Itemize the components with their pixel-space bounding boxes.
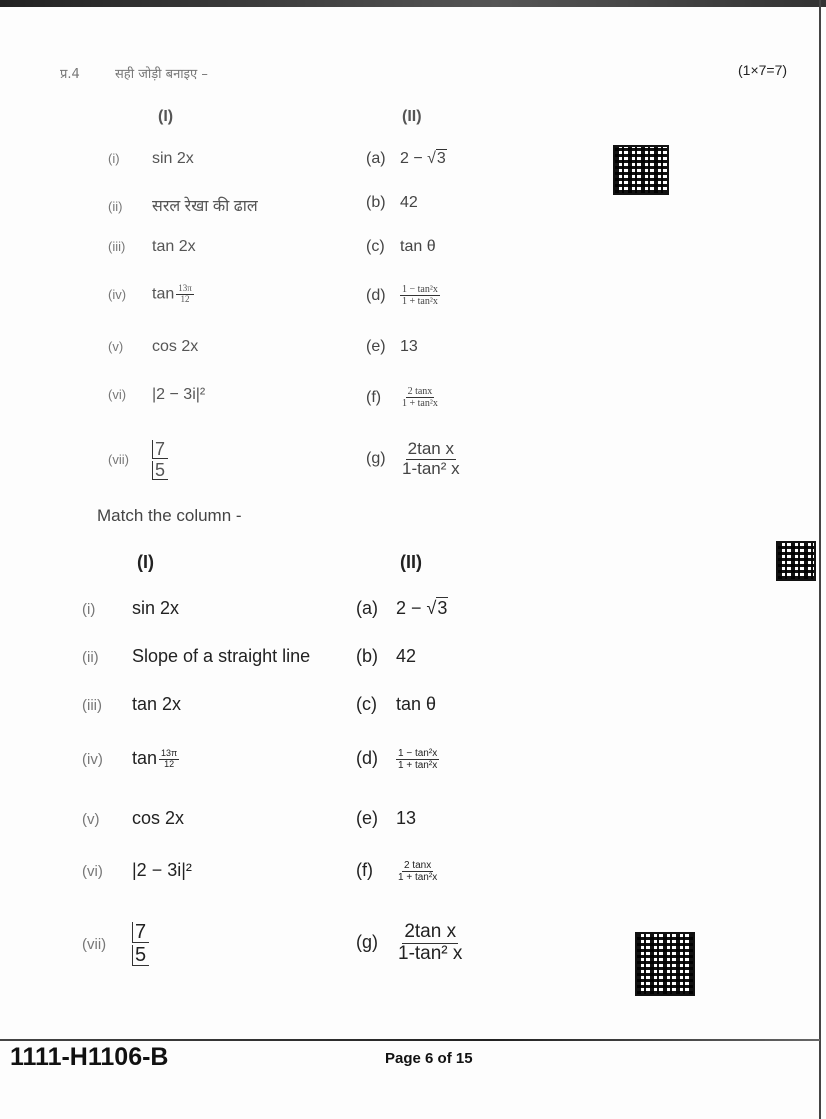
item-number: (iv) [108, 286, 127, 302]
fraction [400, 386, 440, 409]
item-number: (i) [82, 601, 96, 618]
fraction-numerator: 13π [161, 747, 178, 758]
datamatrix-code-icon [613, 145, 669, 195]
option-text: 13 [400, 338, 418, 355]
factorial-numerator: 7 [152, 440, 168, 459]
column-i-header: (I) [158, 108, 174, 125]
option-letter: (g) [366, 450, 386, 468]
left-item [82, 598, 179, 619]
datamatrix-code-icon-bottom [635, 932, 695, 996]
fraction [400, 284, 440, 307]
fraction [159, 749, 179, 770]
marks: (1×7=7) [738, 62, 788, 78]
right-item [356, 646, 416, 667]
item-number: (vi) [82, 863, 103, 880]
item-text: tan [152, 285, 175, 303]
right-item [356, 922, 464, 965]
left-item [108, 386, 205, 404]
item-text: sin 2x [132, 598, 180, 618]
right-item [366, 284, 440, 307]
item-text: Slope of a straight line [132, 646, 311, 666]
item-number: (ii) [108, 199, 123, 214]
item-number: (iv) [82, 751, 103, 768]
item-text: |2 − 3i|² [132, 860, 192, 880]
right-item [366, 194, 418, 212]
footer-rule [0, 1039, 820, 1041]
right-item [356, 598, 448, 619]
left-item [82, 808, 184, 829]
paper-code: 1111-H1106-B [10, 1043, 169, 1071]
item-number: (vii) [108, 452, 129, 468]
item-number: (vii) [82, 935, 107, 953]
fraction-denominator: 1-tan² x [402, 458, 460, 478]
right-item [366, 440, 462, 478]
item-text: tan [132, 748, 158, 768]
option-letter: (b) [356, 646, 378, 666]
left-item [82, 646, 310, 667]
option-letter: (e) [366, 338, 386, 355]
left-item [108, 150, 194, 168]
radicand: 3 [436, 150, 446, 167]
right-item [366, 238, 436, 256]
item-text: tan 2x [132, 694, 182, 714]
fraction-numerator: 13π [178, 283, 192, 293]
item-number: (iii) [108, 239, 126, 254]
left-item [82, 748, 179, 770]
right-item [366, 386, 440, 409]
item-text: सरल रेखा की ढाल [152, 198, 258, 215]
fraction-denominator: 1-tan² x [398, 942, 463, 964]
option-letter: (a) [356, 598, 378, 618]
option-text: 13 [396, 808, 417, 828]
right-item [356, 860, 439, 883]
english-instruction: Match the column - [97, 506, 242, 525]
option-text: 42 [396, 646, 417, 666]
item-number: (v) [108, 339, 124, 354]
fraction-denominator: 1 + tan²x [398, 760, 438, 771]
left-item [108, 194, 258, 216]
question-number: प्र.4 [60, 67, 80, 82]
fraction [400, 440, 462, 478]
fraction [396, 922, 464, 965]
factorial-denominator: 5 [132, 945, 149, 966]
option-letter: (b) [366, 194, 386, 211]
fraction [176, 284, 194, 305]
option-text: tan θ [396, 694, 437, 714]
scan-edge-right [819, 0, 821, 1119]
fraction-numerator: 2 tanx [403, 860, 432, 871]
item-text: cos 2x [132, 808, 185, 828]
fraction-numerator: 2 tanx [407, 386, 433, 397]
option-letter: (g) [356, 932, 378, 953]
left-item [108, 238, 196, 256]
left-item [82, 694, 181, 715]
page-number: Page 6 of 15 [385, 1050, 473, 1067]
left-item [82, 922, 149, 966]
item-text: |2 − 3i|² [152, 386, 206, 403]
square-root [427, 149, 447, 167]
option-text: tan θ [400, 238, 436, 255]
option-letter: (c) [356, 694, 377, 714]
option-letter: (f) [366, 388, 382, 406]
option-letter: (a) [366, 150, 386, 167]
radical-sign-icon: √ [427, 150, 436, 167]
fraction-denominator: 1 + tan²x [402, 398, 438, 409]
fraction [396, 860, 439, 883]
option-letter: (e) [356, 808, 378, 828]
item-text: tan 2x [152, 238, 196, 255]
left-item [82, 860, 192, 881]
fraction-denominator: 12 [164, 758, 175, 769]
scan-edge-top [0, 0, 826, 7]
factorial-numerator: 7 [132, 922, 149, 943]
option-letter: (f) [356, 860, 373, 881]
column-i-header-en: (I) [137, 552, 154, 572]
item-number: (iii) [82, 697, 102, 714]
right-item [356, 808, 416, 829]
right-item [356, 694, 436, 715]
radicand: 3 [437, 598, 448, 618]
item-text: sin 2x [152, 150, 194, 167]
square-root [427, 597, 449, 618]
fraction-numerator: 2tan x [407, 439, 454, 458]
left-item [108, 338, 198, 356]
fraction-denominator: 12 [180, 293, 190, 304]
fraction-numerator: 1 − tan²x [398, 748, 438, 759]
fraction-denominator: 1 + tan²x [402, 296, 438, 307]
factorial-fraction [132, 922, 149, 966]
item-text: cos 2x [152, 338, 199, 355]
right-item [366, 338, 418, 356]
fraction-numerator: 2tan x [404, 921, 457, 942]
item-number: (i) [108, 151, 120, 166]
option-letter: (d) [366, 286, 386, 304]
item-number: (vi) [108, 387, 127, 402]
option-text: 42 [400, 194, 418, 211]
option-letter: (c) [366, 238, 385, 255]
option-letter: (d) [356, 748, 378, 769]
right-item [356, 748, 439, 771]
factorial-fraction [152, 440, 168, 480]
radical-sign-icon: √ [426, 598, 437, 618]
item-number: (v) [82, 811, 100, 828]
option-text: 2 − [396, 598, 427, 618]
fraction-numerator: 1 − tan²x [402, 284, 438, 295]
right-item [366, 150, 447, 168]
item-number: (ii) [82, 649, 99, 666]
column-ii-header-en: (II) [400, 552, 422, 572]
left-item [108, 284, 194, 305]
fraction [396, 748, 439, 771]
option-text: 2 − [400, 150, 428, 167]
factorial-denominator: 5 [152, 461, 168, 480]
left-item [108, 440, 168, 480]
column-ii-header: (II) [402, 108, 422, 125]
qr-code-icon [776, 541, 816, 581]
fraction-denominator: 1 + tan²x [398, 872, 438, 883]
hindi-instruction: सही जोड़ी बनाइए – [115, 67, 208, 82]
